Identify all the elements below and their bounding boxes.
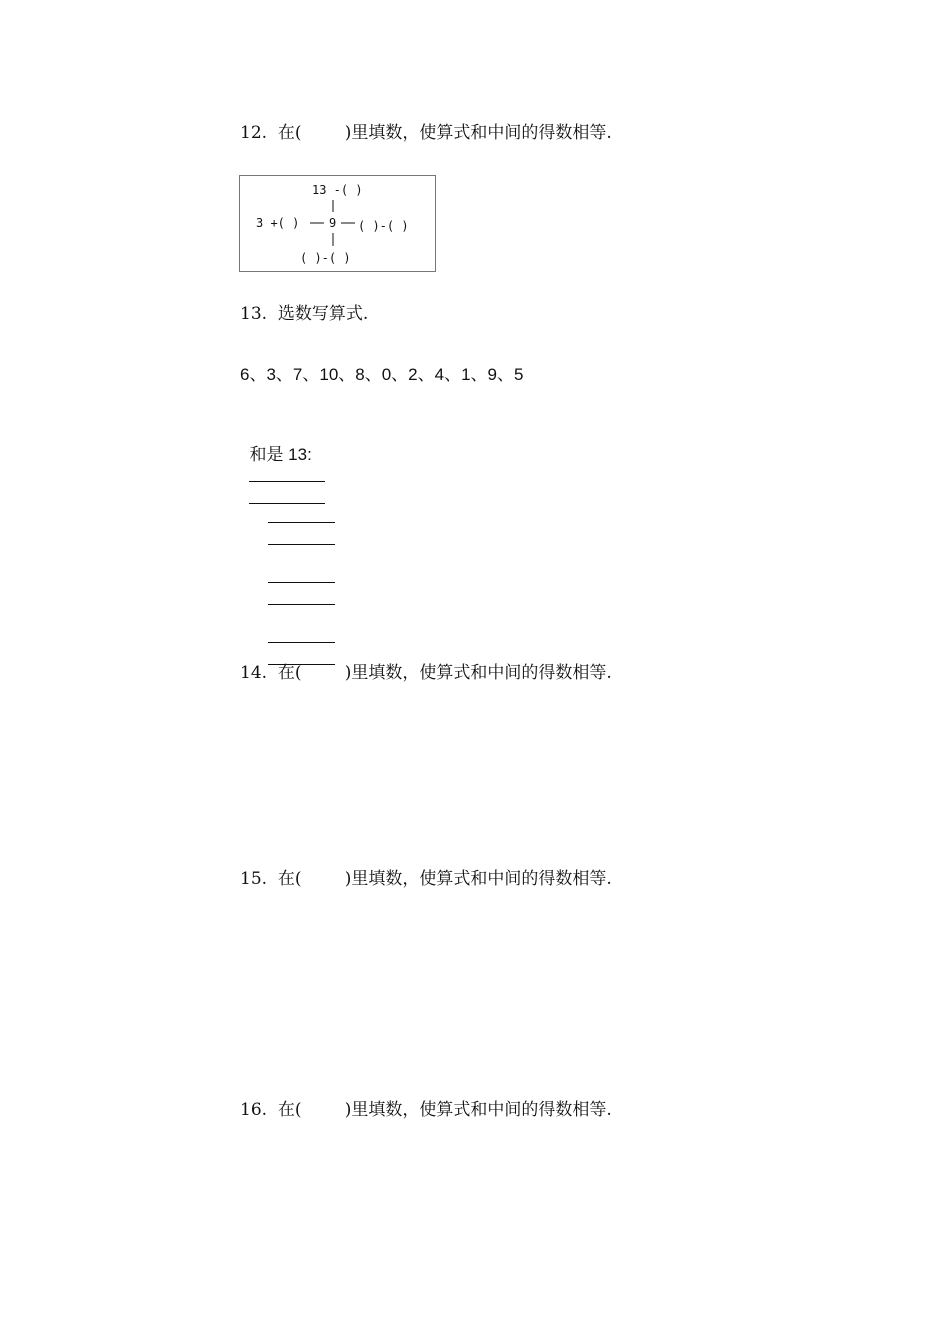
- diagram-left-expression: 3 +( ): [256, 216, 300, 230]
- answer-blank[interactable]: [268, 528, 335, 545]
- answer-blank[interactable]: [249, 465, 325, 482]
- answer-blank[interactable]: [268, 566, 335, 583]
- diagram-top-expression: 13 -( ): [312, 183, 363, 197]
- answer-blank[interactable]: [268, 506, 335, 523]
- question-16: 16. 在( )里填数，使算式和中间的得数相等.: [240, 1100, 612, 1120]
- sum-row-3: [259, 546, 335, 610]
- question-15: 15. 在( )里填数，使算式和中间的得数相等.: [240, 869, 612, 889]
- diagram-right-expression: ( )-( ): [358, 219, 409, 233]
- sum-row-2: [259, 486, 335, 550]
- question-12: 12. 在( )里填数，使算式和中间的得数相等.: [240, 123, 612, 143]
- number-diagram: [239, 175, 436, 272]
- sum-label: 和是 13:: [249, 445, 312, 464]
- question-13: 13. 选数写算式.: [240, 304, 369, 324]
- diagram-center-number: 9: [329, 216, 337, 230]
- sum-row-4: [259, 606, 335, 670]
- question-14: 14. 在( )里填数，使算式和中间的得数相等.: [240, 663, 612, 683]
- answer-blank[interactable]: [268, 588, 335, 605]
- diagram-graphic: [240, 176, 437, 273]
- answer-blank[interactable]: [268, 626, 335, 643]
- number-list: 6、3、7、10、8、0、2、4、1、9、5: [240, 365, 524, 384]
- diagram-bottom-expression: ( )-( ): [300, 251, 351, 265]
